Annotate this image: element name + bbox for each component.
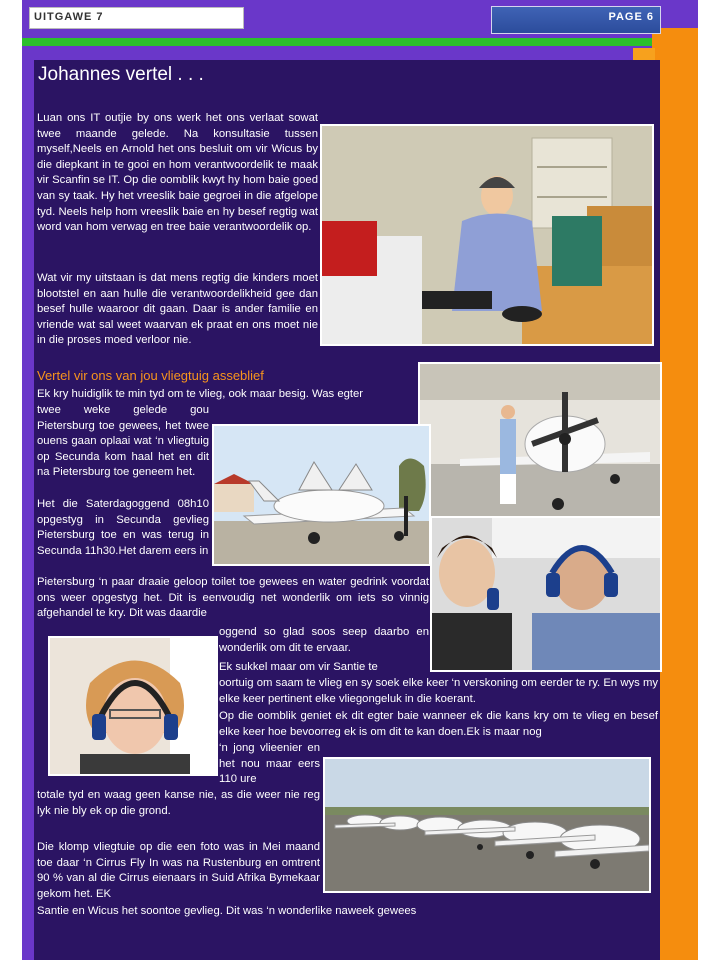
paragraph-right-2b: oortuig om saam te vlieg en sy soek elke keer ‘n verskoning om eerder te ry. En wys my elke keer pertinent elke vliegongeluk in die koerant.: [219, 677, 658, 705]
issue-label: UITGAWE 7: [34, 11, 104, 23]
issue-label-box: [29, 7, 244, 29]
photo-planes-lineup-illustration: [325, 759, 649, 891]
paragraph-narrow-2: Het die Saterdagoggend 08h10 opgestyg in Secunda gevlieg Pietersburg toe en was terug in Secunda 11h30.Het darem eers in: [37, 498, 209, 557]
intro-paragraph: Luan ons IT outjie by ons werk het ons verlaat sowat twee maande gelede. Na konsultasie tussen myself,Neels en Arnold het ons besluit om vir Wicus by die diepkant in te gooi en hom verantwoordelik te maak vir Scanfin se IT. Op die oomblik kwyt hy hom baie goed van sy taak. Hy het vreeslik baie gegroei in die afgelope tyd. Neels help hom vreeslik baie en hy besef regtig wat word van hom verwag en tree baie verantwoordelik op.: [37, 112, 318, 234]
green-divider: [22, 38, 652, 46]
paragraph-right-1: oggend so glad soos seep daarbo en wonderlik om dit te ervaar.: [219, 626, 429, 654]
photo-pilots-in-cockpit-illustration: [432, 518, 660, 670]
photo-man-at-computer: [320, 124, 654, 346]
paragraph-right-4: ‘n jong vlieenier en het nou maar eers 110 ure: [219, 742, 320, 786]
photo-planes-lineup: [323, 757, 651, 893]
photo-pilots-in-cockpit: [430, 516, 662, 672]
paragraph-narrow-1: twee weke gelede gou Pietersburg toe gewees, het twee ouens gaan oplaai wat ‘n vliegtuig op Secunda kom haal het en dit na Pietersburg toe geneem het.: [37, 404, 209, 479]
paragraph-bottom-1: totale tyd en waag geen kanse nie, as die weer nie reg lyk nie bly ek op die grond.: [37, 789, 320, 817]
photo-plane-open-doors: [212, 424, 431, 566]
page-number-box: [491, 6, 661, 34]
subheading: Vertel vir ons van jou vliegtuig asseblief: [37, 368, 264, 383]
photo-woman-with-headset: [48, 636, 218, 776]
photo-woman-with-headset-illustration: [50, 638, 216, 774]
photo-man-with-plane: [418, 362, 662, 520]
photo-plane-open-doors-illustration: [214, 426, 429, 564]
paragraph-final: Die klomp vliegtuie op die een foto was in Mei maand toe daar ‘n Cirrus Fly In was na Rustenburg en omtrent 90 % van al die Cirrus eienaars in Suid Afrika Bymekaar gekom het. EK: [37, 841, 320, 900]
paragraph-wide-1: Pietersburg ‘n paar draaie geloop toilet toe gewees en water gedrink voordat ons weer opgestyg het. Dit is eenvoudig net wonderlik om iets so vinnig afgehandel te kry. Dit was daardie: [37, 576, 429, 620]
photo-man-with-plane-illustration: [420, 364, 660, 518]
article-title: Johannes vertel . . .: [38, 64, 204, 85]
page-number: PAGE 6: [608, 11, 654, 23]
intro-paragraph-2: Wat vir my uitstaan is dat mens regtig die kinders moet blootstel en aan hulle die verantwoordelikheid gee dan besef hulle waaroor dit gaan. Daar is ander familie en vriende wat sal weet waarvan ek praat en ons moet nie in die proses moed verloor nie.: [37, 272, 318, 347]
paragraph-line-1: Ek kry huidiglik te min tyd om te vlieg, ook maar besig. Was egter: [37, 388, 364, 400]
paragraph-right-2a: Ek sukkel maar om vir Santie te: [219, 661, 378, 673]
photo-man-at-computer-illustration: [322, 126, 652, 344]
paragraph-final-last: Santie en Wicus het soontoe gevlieg. Dit was ‘n wonderlike naweek gewees: [37, 905, 417, 917]
paragraph-right-3: Op die oomblik geniet ek dit egter baie wanneer ek die kans kry om te vlieg en besef elke keer hoe bevoorreg ek is om dit te kan doen.Ek is maar nog: [219, 710, 658, 738]
